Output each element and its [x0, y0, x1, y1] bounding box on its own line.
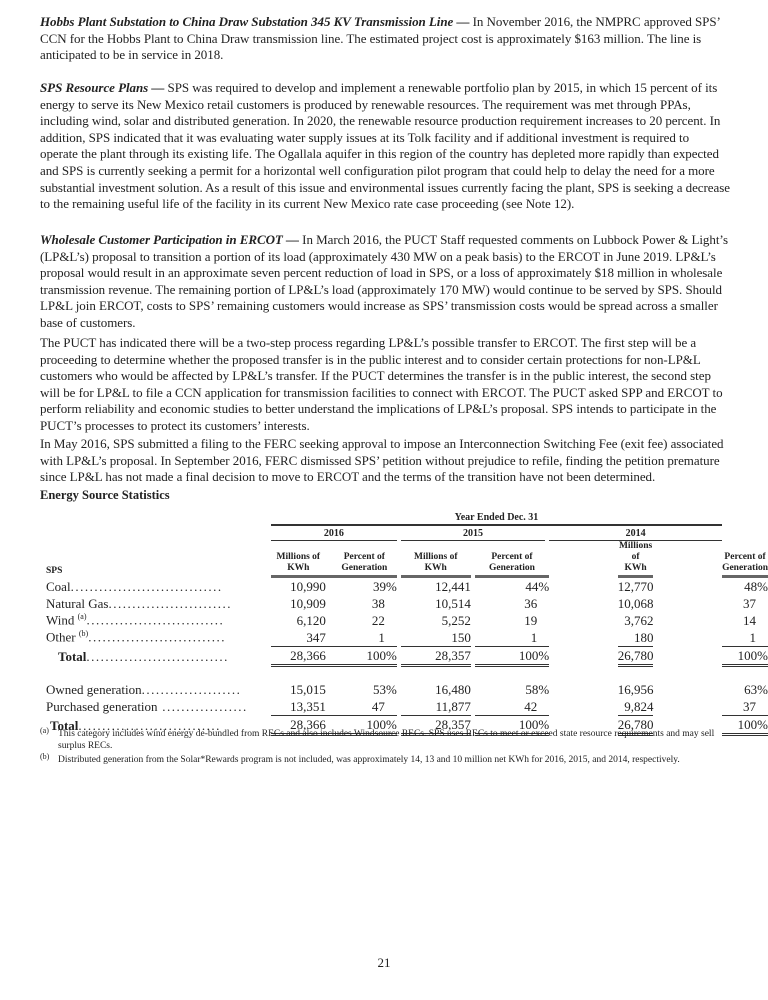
- column-header-row: [46, 541, 768, 578]
- table-row-purchased-generation: Purchased generation .................. 13,351 47 11,877 42 9,824 37: [46, 698, 768, 715]
- paragraph-heading: SPS Resource Plans —: [40, 80, 165, 95]
- col-header-kwh: Millions of KWh: [618, 541, 654, 578]
- cell-value: 100%: [326, 715, 397, 736]
- cell-value: 36: [524, 595, 538, 611]
- cell-value: 100%: [722, 646, 768, 667]
- cell-value: 28,366: [271, 715, 326, 736]
- table-row-other: Other $^{(b)}$............................. 347 1 150 1 180 1: [46, 629, 768, 646]
- cell-value: 100%: [475, 715, 550, 736]
- footnote-a: [40, 728, 730, 752]
- col-header-percent: Percent of Generation: [475, 541, 550, 578]
- footnote-text: Distributed generation from the Solar*Rewards program is not included, was approximately 14, 13 and 10 million net KWh for 2016, 2015, and 2014, respectively.: [58, 755, 680, 765]
- row-label: Other: [46, 629, 76, 645]
- col-header-percent: Percent of Generation: [326, 541, 397, 578]
- cell-value: 11,877: [435, 698, 471, 714]
- table-row-owned-generation: Owned generation..................... 15,015 53% 16,480 58% 16,956 63%: [46, 681, 768, 697]
- cell-value: 16,956: [617, 681, 654, 697]
- footnote-ref-a: (a): [77, 612, 87, 622]
- cell-value: 44%: [525, 578, 550, 594]
- cell-value: 180: [633, 629, 654, 645]
- table-row-natural-gas: Natural Gas.......................... 10,909 38 10,514 36 10,068 37: [46, 595, 768, 612]
- cell-value: 28,366: [271, 646, 326, 667]
- cell-value: 13,351: [290, 698, 326, 714]
- cell-value: 10,909: [290, 595, 326, 611]
- cell-value: 100%: [326, 646, 397, 667]
- row-label: Total: [58, 648, 87, 664]
- cell-value: 12,441: [435, 578, 471, 594]
- cell-value: 28,357: [401, 646, 471, 667]
- row-label: Wind: [46, 612, 75, 628]
- paragraph-text: In November 2016, the NMPRC approved SPS’ CCN for the Hobbs Plant to China Draw transmission line. The estimated project cost is approximately $163 million. The line is anticipated to be in service in 2018.: [40, 14, 720, 63]
- cell-value: 28,357: [401, 715, 471, 736]
- paragraph-ercot: [40, 232, 730, 332]
- table-row-coal: Coal................................ 10,990 39% 12,441 44% 12,770 48%: [46, 578, 768, 594]
- year-header-2016: 2016: [271, 526, 397, 541]
- cell-value: 15,015: [290, 681, 326, 697]
- cell-value: 53%: [373, 681, 397, 697]
- page-number: 21: [377, 955, 391, 970]
- cell-value: 14: [743, 612, 756, 628]
- footnote-text: This category includes wind energy de-bundled from RECs and also includes Windsource RECs. SPS uses RECs to meet or exceed state resource requirements and may sell surplus RECs.: [58, 729, 715, 751]
- cell-value: 1: [530, 629, 538, 645]
- year-header-2015: 2015: [401, 526, 546, 541]
- row-label: Total: [50, 717, 79, 733]
- year-row: [46, 526, 768, 541]
- cell-value: 19: [524, 612, 538, 628]
- paragraph-text: The PUCT has indicated there will be a two-step process regarding LP&L’s possible transfer to ERCOT. The first step will be a proceeding to determine whether the proposed transfer is in the public interest and to consider certain protections for non-LP&L customers who would be affected by LP&L’s transfer. If the PUCT determines the transfer is in the public interest, the second step will be for LP&L to file a CCN application for transmission facilities to connect with ERCOT. The PUCT asked SPP and ERCOT to perform reliability and economic studies to better understand the implications of LP&L’s proposal. SPS intends to participate in the PUCT’s processes to protect its customers’ interests.: [40, 335, 723, 433]
- row-label: Purchased generation: [46, 698, 158, 714]
- paragraph-heading: Hobbs Plant Substation to China Draw Substation 345 KV Transmission Line —: [40, 14, 470, 29]
- cell-value: 1: [378, 629, 385, 645]
- cell-value: 38: [371, 595, 385, 611]
- year-header-2014: 2014: [549, 526, 722, 541]
- cell-value: 12,770: [617, 578, 654, 594]
- table-caption: Year Ended Dec. 31: [271, 510, 722, 526]
- row-label: Natural Gas: [46, 595, 109, 611]
- cell-value: 63%: [744, 681, 768, 697]
- col-header-kwh: Millions of KWh: [271, 541, 326, 578]
- paragraph-text: In March 2016, the PUCT Staff requested comments on Lubbock Power & Light’s (LP&L’s) proposal to transition a portion of its load (approximately 430 MW on a peak basis) to the ERCOT in June 2019. LP&L’s proposal would result in an approximate seven percent reduction of load in SPS, or a loss of approximately $18 million in wholesale transmission revenue. The remaining portion of LP&L’s load (approximately 170 MW) would continue to be served by SPS. Should LP&L join ERCOT, costs to SPS’ remaining customers would increase as SPS’ transmission costs would be spread across a smaller base of customers.: [40, 232, 728, 330]
- cell-value: 1: [749, 629, 756, 645]
- cell-value: 42: [524, 698, 538, 714]
- footnote-mark: (b): [40, 752, 50, 761]
- paragraph-heading: Wholesale Customer Participation in ERCOT —: [40, 232, 299, 247]
- footnote-ref-b: (b): [78, 629, 89, 639]
- cell-value: 100%: [475, 646, 550, 667]
- cell-value: 6,120: [296, 612, 326, 628]
- col-header-percent: Percent of Generation: [722, 541, 768, 578]
- row-label: Coal: [46, 578, 71, 594]
- table-row-source-total: Total.............................. 28,366 100% 28,357 100% 26,780 100%: [46, 646, 768, 667]
- footnotes: [40, 728, 730, 768]
- cell-value: 39%: [373, 578, 397, 594]
- entity-label: SPS: [46, 566, 63, 576]
- cell-value: 347: [306, 629, 326, 645]
- caption-row: [46, 510, 768, 526]
- cell-value: 37: [743, 595, 756, 611]
- cell-value: 9,824: [624, 698, 654, 714]
- cell-value: 3,762: [624, 612, 654, 628]
- cell-value: 22: [371, 612, 385, 628]
- cell-value: 16,480: [435, 681, 471, 697]
- paragraph-ferc-filing: [40, 436, 730, 486]
- cell-value: 5,252: [441, 612, 471, 628]
- cell-value: 10,514: [435, 595, 471, 611]
- paragraph-hobbs: [40, 14, 730, 64]
- paragraph-puct-process: [40, 335, 730, 435]
- table-row-generation-total: Total.............................. 28,366 100% 28,357 100% 26,780 100%: [46, 715, 768, 736]
- footnote-mark: (a): [40, 726, 49, 735]
- cell-value: 26,780: [618, 715, 654, 736]
- cell-value: 48%: [744, 578, 768, 594]
- paragraph-text: In May 2016, SPS submitted a filing to the FERC seeking approval to impose an Interconnection Switching Fee (exit fee) associated with LP&L’s proposal. In September 2016, FERC dismissed SPS’ petition without prejudice to refile, finding the petition premature since LP&L has not made a final decision to move to ERCOT and the terms of the transition have not been determined.: [40, 436, 724, 485]
- paragraph-text: SPS was required to develop and implement a renewable portfolio plan by 2015, in which 15 percent of its energy to serve its New Mexico retail customers is produced by renewable resources. The requirement was met through PPAs, including wind, solar and distributed generation. In 2020, the renewable resource production requirement increases to 20 percent. In addition, SPS indicated that it was evaluating water supply issues at its Tolk facility and if additional investment is required to operate the plant through its existing life. The Ogallala aquifer in this region of the country has depleted more rapidly than expected and SPS is currently seeking a permit for a horizontal well configuration pilot program that could help to delay the need for a more substantial investment solution. As a result of this issue and environmental issues currently facing the plant, SPS is seeking a decrease to the remaining useful life of the facility in its current New Mexico rate case proceeding (see Note 12).: [40, 80, 730, 212]
- energy-source-table: [46, 510, 768, 736]
- table-row-wind: Wind $^{(a)}$............................. 6,120 22 5,252 19 3,762 14: [46, 612, 768, 629]
- cell-value: 100%: [722, 715, 768, 736]
- section-title: Energy Source Statistics: [40, 488, 170, 502]
- cell-value: 37: [743, 698, 756, 714]
- cell-value: 10,068: [617, 595, 654, 611]
- paragraph-resource-plans: [40, 80, 730, 213]
- cell-value: 47: [371, 698, 385, 714]
- col-header-kwh: Millions of KWh: [401, 541, 471, 578]
- row-label: Owned generation: [46, 681, 142, 697]
- cell-value: 26,780: [618, 646, 654, 667]
- cell-value: 150: [451, 629, 471, 645]
- cell-value: 58%: [525, 681, 550, 697]
- footnote-b: [40, 754, 730, 766]
- cell-value: 10,990: [290, 578, 326, 594]
